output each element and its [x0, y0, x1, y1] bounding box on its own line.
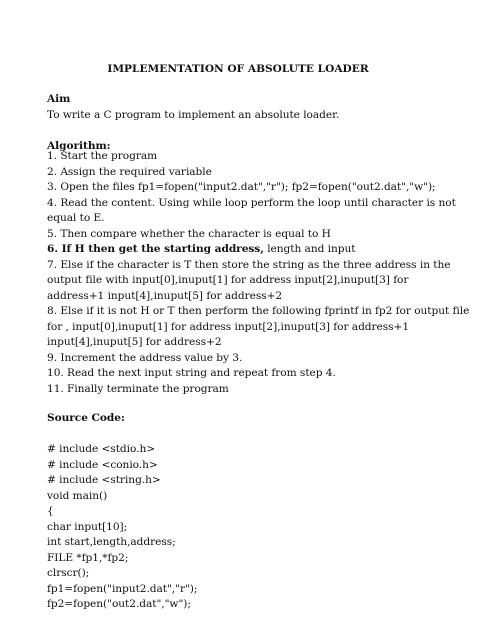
code-line: int start,length,address;: [47, 536, 176, 548]
algorithm-line: 11. Finally terminate the program: [47, 382, 229, 395]
source-code-heading: Source Code:: [47, 412, 125, 424]
code-line: char input[10];: [47, 520, 128, 533]
aim-text: To write a C program to implement an absolute loader.: [47, 109, 340, 121]
code-line: # include <stdio.h>: [47, 443, 156, 455]
algorithm-line: 7. Else if the character is T then store the string as the three address in the: [47, 258, 451, 271]
algorithm-line: equal to E.: [47, 212, 105, 224]
code-line: # include <string.h>: [47, 474, 161, 486]
algorithm-steps: [47, 149, 470, 397]
algorithm-line: 2. Assign the required variable: [47, 165, 212, 178]
algorithm-line: output file with input[0],inuput[1] for address input[2],inuput[3] for: [47, 274, 409, 286]
code-line: {: [47, 505, 54, 517]
document-page: [47, 0, 470, 640]
code-line: fp2=fopen("out2.dat","w");: [47, 598, 191, 610]
algorithm-line: 4. Read the content. Using while loop perform the loop until character is not: [47, 196, 456, 209]
step6-bold: 6. If H then get the starting address,: [47, 243, 264, 255]
algorithm-line: input[4],inuput[5] for address+2: [47, 336, 222, 348]
algorithm-line: address+1 input[4],inuput[5] for address+2: [47, 289, 283, 302]
code-line: FILE *fp1,*fp2;: [47, 551, 129, 564]
algorithm-line: 3. Open the files fp1=fopen("input2.dat","r"); fp2=fopen("out2.dat","w");: [47, 181, 436, 193]
algorithm-line: 5. Then compare whether the character is equal to H: [47, 227, 331, 240]
algorithm-line-step6: [47, 242, 437, 258]
step6-rest: length and input: [263, 243, 356, 255]
source-code-block: [47, 442, 437, 613]
algorithm-line: 1. Start the program: [47, 150, 158, 162]
algorithm-line: 8. Else if it is not H or T then perform the following fprintf in fp2 for output file: [47, 305, 470, 317]
code-line: clrscr();: [47, 567, 90, 579]
code-line: # include <conio.h>: [47, 458, 158, 471]
document-title: IMPLEMENTATION OF ABSOLUTE LOADER: [107, 63, 369, 75]
algorithm-line: for , input[0],inuput[1] for address input[2],inuput[3] for address+1: [47, 320, 410, 333]
algorithm-heading: Algorithm:: [47, 140, 111, 152]
code-line: fp1=fopen("input2.dat","r");: [47, 582, 198, 595]
algorithm-line: 10. Read the next input string and repeat from step 4.: [47, 367, 336, 379]
aim-heading: Aim: [47, 93, 71, 105]
algorithm-line: 9. Increment the address value by 3.: [47, 351, 243, 364]
code-line: void main(): [47, 489, 108, 502]
